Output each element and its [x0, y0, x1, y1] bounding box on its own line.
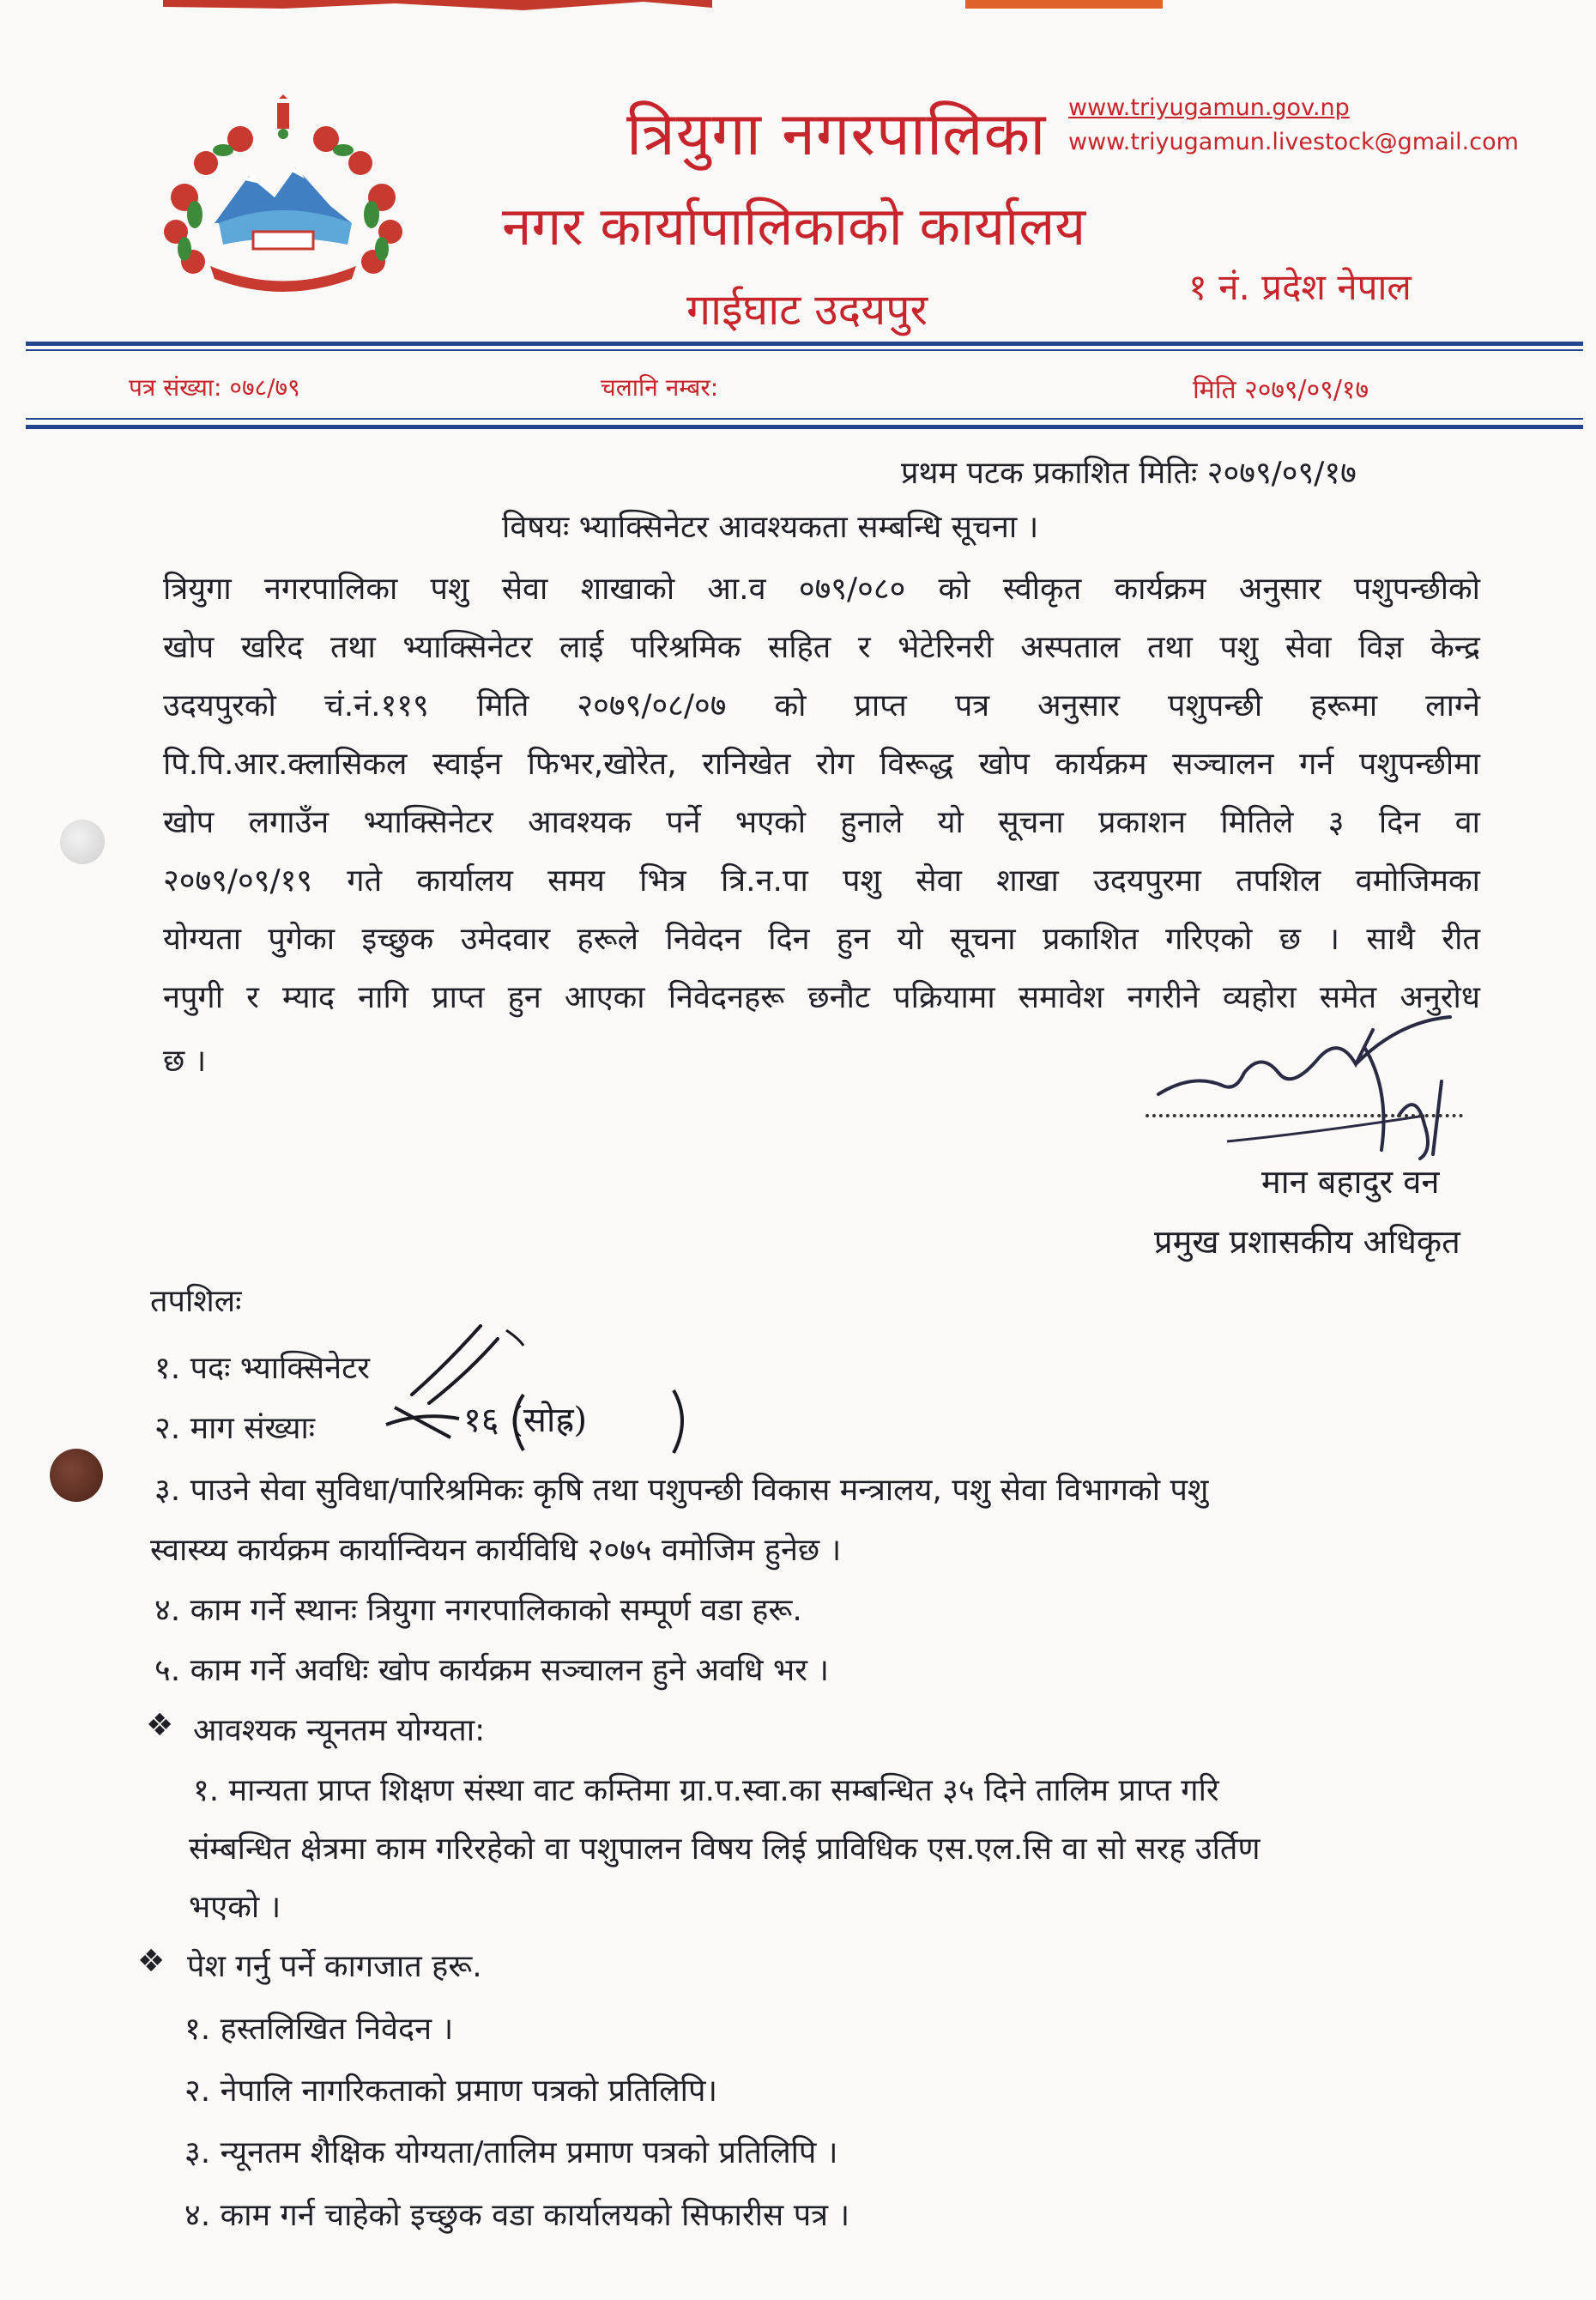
body-line: खोप खरिद तथा भ्याक्सिनेटर लाई परिश्रमिक सहित र भेटेरिनरी अस्पताल तथा पशु सेवा विज्ञ केन्द्र — [163, 630, 1480, 665]
qualification-line: भएको । — [189, 1890, 281, 1925]
office-name-line1: त्रियुगा नगरपालिका — [626, 99, 1047, 169]
detail-item-location: ४. काम गर्ने स्थानः त्रियुगा नगरपालिकाको सम्पूर्ण वडा हरू. — [154, 1593, 802, 1628]
body-line: २०७९/०९/१९ गते कार्यालय समय भित्र त्रि.न.पा पशु सेवा शाखा उदयपुरमा तपशिल वमोजिमका — [163, 863, 1480, 899]
detail-item-benefit-cont: स्वास्य्य कार्यक्रम कार्यान्वियन कार्यविधि २०७५ वमोजिम हुनेछ । — [150, 1533, 842, 1568]
qualification-heading: आवश्यक न्यूनतम योग्यता: — [193, 1713, 486, 1748]
body-line: त्रियुगा नगरपालिका पशु सेवा शाखाको आ.व ०७९/०८० को स्वीकृत कार्यक्रम अनुसार पशुपन्छीको — [163, 572, 1480, 607]
header-rule-bottom — [26, 425, 1583, 429]
bullet-diamond-icon: ❖ — [146, 1708, 174, 1743]
header-rule-bottom-thin — [26, 418, 1583, 420]
signature-line — [1146, 1114, 1463, 1117]
office-location: गाईघाट उदयपुर — [686, 285, 928, 335]
body-line-last: छ । — [163, 1044, 207, 1079]
body-line: नपुगी र म्याद नागि प्राप्त हुन आएका निवेदनहरू छनौट पक्रियामा समावेश नगरीने व्यहोरा समेत अनुरोध — [163, 980, 1480, 1015]
body-line: उदयपुरको चं.नं.११९ मिति २०७९/०८/०७ को प्राप्त पत्र अनुसार पशुपन्छी हरूमा लाग्ने — [163, 688, 1480, 723]
bullet-diamond-icon: ❖ — [137, 1944, 166, 1979]
punch-hole — [50, 1449, 103, 1502]
publish-date: प्रथम पटक प्रकाशित मितिः २०७९/०९/१७ — [901, 456, 1357, 491]
email-address[interactable]: www.triyugamun.livestock@gmail.com — [1068, 129, 1519, 155]
documents-heading: पेश गर्नु पर्ने कागजात हरू. — [187, 1949, 482, 1984]
website-link[interactable]: www.triyugamun.gov.np — [1068, 94, 1350, 121]
body-line: खोप लगाउँन भ्याक्सिनेटर आवश्यक पर्ने भएको हुनाले यो सूचना प्रकाशन मितिले ३ दिन वा — [163, 805, 1480, 840]
document-item: २. नेपालि नागरिकताको प्रमाण पत्रको प्रतिलिपि। — [184, 2073, 718, 2109]
dispatch-number: चलानि नम्बर: — [601, 373, 719, 402]
detail-item-benefit: ३. पाउने सेवा सुविधा/पारिश्रमिकः कृषि तथा पशुपन्छी विकास मन्त्रालय, पशु सेवा विभागको पशु — [154, 1473, 1209, 1508]
document-item: ४. काम गर्न चाहेको इच्छुक वडा कार्यालयको सिफारीस पत्र । — [184, 2198, 850, 2233]
signatory-title: प्रमुख प्रशासकीय अधिकृत — [1154, 1223, 1460, 1261]
detail-item-post: १. पदः भ्याक्सिनेटर — [154, 1351, 370, 1386]
body-line: योग्यता पुगेका इच्छुक उमेदवार हरूले निवेदन दिन हुन यो सूचना प्रकाशित गरिएको छ । साथै रीत — [163, 922, 1480, 957]
torn-edge-mark — [112, 0, 712, 12]
punch-hole — [60, 820, 105, 864]
document-item: ३. न्यूनतम शैक्षिक योग्यता/तालिम प्रमाण पत्रको प्रतिलिपि । — [184, 2135, 838, 2170]
nepal-emblem-icon — [159, 94, 408, 296]
document-item: १. हस्तलिखित निवेदन । — [184, 2012, 454, 2047]
office-name-line2: नगर कार्यापालिकाको कार्यालय — [502, 195, 1086, 257]
letter-number: पत्र संख्या: ०७८/७९ — [129, 373, 300, 402]
header-rule-top — [26, 342, 1583, 346]
letter-date: मिति २०७९/०९/१७ — [1193, 375, 1369, 405]
notice-subject: विषयः भ्याक्सिनेटर आवश्यकता सम्बन्धि सूचना । — [502, 510, 1039, 545]
qualification-line: संम्बन्धित क्षेत्रमा काम गरिरहेको वा पशुपालन विषय लिई प्राविधिक एस.एल.सि वा सो सरह उर्तिण — [189, 1831, 1260, 1867]
detail-item-count: २. माग संख्याः — [154, 1411, 316, 1446]
torn-edge-mark-orange — [965, 0, 1163, 9]
header-rule-top-thin — [26, 349, 1583, 351]
body-line: पि.पि.आर.क्लासिकल स्वाईन फिभर,खोरेत, रानिखेत रोग विरूद्ध खोप कार्यक्रम सञ्चालन गर्न पशुपन्छीमा — [163, 747, 1480, 782]
handwritten-count: १६ (सोह्र) — [463, 1401, 588, 1440]
detail-item-duration: ५. काम गर्ने अवधिः खोप कार्यक्रम सञ्चालन हुने अवधि भर । — [154, 1653, 830, 1688]
details-heading: तपशिलः — [150, 1284, 242, 1319]
province-label: १ नं. प्रदेश नेपाल — [1188, 266, 1412, 308]
signatory-name: मान बहादुर वन — [1261, 1163, 1440, 1201]
qualification-line: १. मान्यता प्राप्त शिक्षण संस्था वाट कम्तिमा ग्रा.प.स्वा.का सम्बन्धित ३५ दिने तालिम प्राप्त गरि — [193, 1773, 1219, 1808]
